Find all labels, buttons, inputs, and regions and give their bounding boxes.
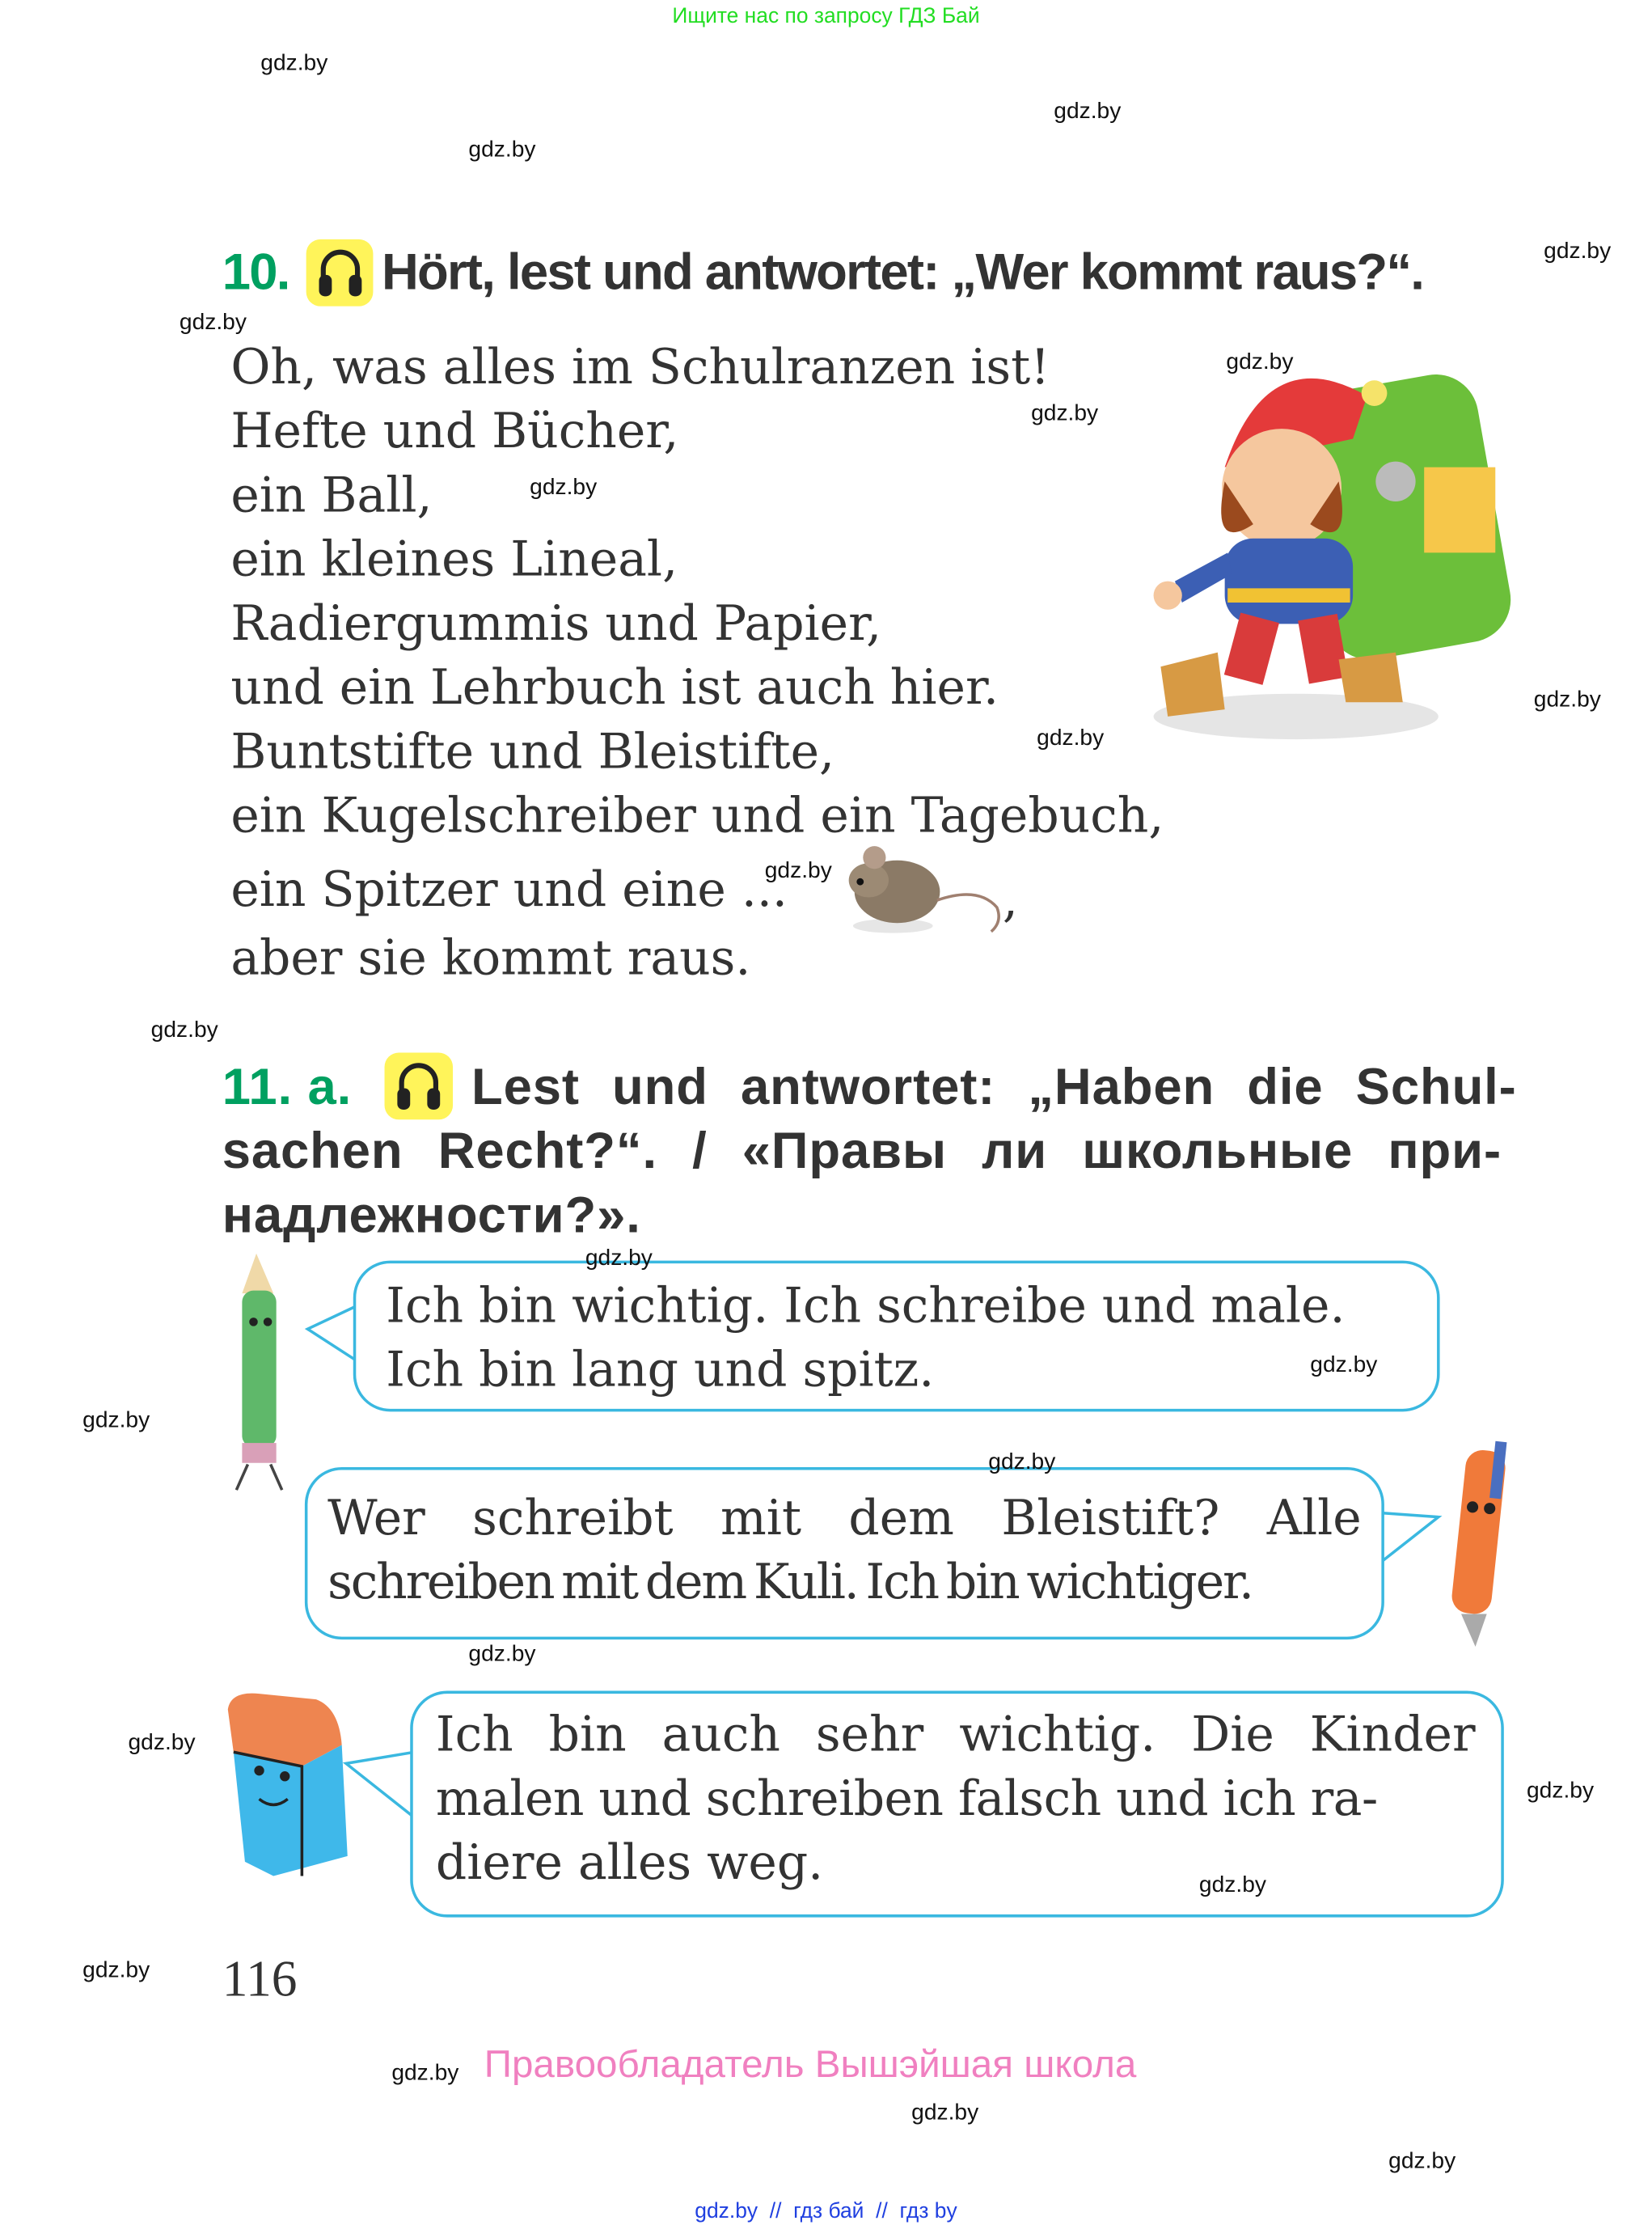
poem-line: Hefte und Bücher,	[230, 403, 679, 460]
bubble-line: malen und schreiben falsch und ich ra-	[435, 1770, 1378, 1828]
watermark: gdz.by	[1226, 350, 1294, 375]
poem-line: ein kleines Lineal,	[230, 531, 678, 589]
speech-bubble-pencil	[353, 1261, 1440, 1412]
bubble-line: schreiben mit dem Kuli. Ich bin wichtiger.	[327, 1554, 1253, 1611]
copyright-holder: Правообладатель Вышэйшая школа	[484, 2042, 1137, 2086]
exercise-11-title-line: Lest und antwortet: „Haben die Schul-	[471, 1056, 1517, 1116]
headphones-icon	[385, 1053, 454, 1120]
watermark: gdz.by	[82, 1408, 150, 1433]
watermark: gdz.by	[764, 859, 832, 883]
watermark: gdz.by	[1527, 1779, 1595, 1804]
page-number: 116	[222, 1950, 298, 2007]
headphones-icon	[306, 239, 374, 307]
speech-bubble-tail	[343, 1749, 417, 1824]
exercise-11-title-line: надлежности?».	[222, 1185, 641, 1244]
title-text: sachen Recht?“. / «Правы ли школьные при-	[222, 1121, 1502, 1180]
exercise-11-title-line	[222, 1119, 1517, 1182]
speech-bubble-pen	[305, 1467, 1384, 1639]
watermark: gdz.by	[179, 310, 247, 335]
watermark: gdz.by	[82, 1958, 150, 1983]
eraser-character	[217, 1688, 357, 1880]
poem-line: aber sie kommt raus.	[230, 930, 751, 988]
watermark: gdz.by	[128, 1730, 196, 1755]
watermark: gdz.by	[1310, 1353, 1378, 1378]
watermark: gdz.by	[1054, 99, 1122, 125]
pencil-character	[225, 1250, 296, 1500]
poem-line: ein Spitzer und eine ...	[230, 861, 788, 919]
exercise-10-title: Hört, lest und antwortet: „Wer kommt raus?“.	[382, 242, 1424, 301]
gnome-with-backpack-illustration	[1139, 353, 1517, 745]
poem-line: Buntstifte und Bleistifte,	[230, 723, 835, 781]
poem	[230, 336, 1164, 992]
poem-line: und ein Lehrbuch ist auch hier.	[230, 659, 999, 717]
exercise-11-number: 11. a.	[222, 1056, 353, 1116]
watermark: gdz.by	[530, 476, 598, 501]
watermark: gdz.by	[1388, 2149, 1456, 2174]
bubble-line: Ich bin auch sehr wichtig. Die Kinder	[435, 1706, 1476, 1764]
bubble-line: diere alles weg.	[435, 1834, 824, 1892]
watermark: gdz.by	[1533, 687, 1601, 713]
bubble-line: Ich bin lang und spitz.	[386, 1342, 935, 1399]
watermark: gdz.by	[585, 1246, 653, 1271]
watermark: gdz.by	[391, 2061, 459, 2086]
bubble-line: Wer schreibt mit dem Bleistift? Alle	[327, 1490, 1362, 1547]
speech-bubble-tail	[1375, 1510, 1444, 1574]
watermark: gdz.by	[260, 51, 328, 76]
poem-comma: ,	[1002, 871, 1018, 929]
watermark: gdz.by	[468, 137, 536, 163]
watermark: gdz.by	[1544, 239, 1612, 264]
watermark: gdz.by	[150, 1018, 218, 1043]
poem-line: Oh, was alles im Schulranzen ist!	[230, 339, 1050, 396]
speech-bubble-eraser	[410, 1691, 1504, 1918]
watermark: gdz.by	[1031, 401, 1099, 426]
poem-line: ein Ball,	[230, 467, 433, 525]
poem-line: ein Kugelschreiber und ein Tagebuch,	[230, 787, 1164, 845]
watermark: gdz.by	[1037, 726, 1105, 751]
search-hint: Ищите нас по запросу ГДЗ Бай	[672, 4, 980, 29]
watermark: gdz.by	[988, 1449, 1056, 1474]
watermark: gdz.by	[468, 1642, 536, 1667]
bubble-line: Ich bin wichtig. Ich schreibe und male.	[386, 1277, 1346, 1335]
footer-links[interactable]: gdz.by // гдз бай // гдз by	[695, 2199, 957, 2224]
pen-character	[1439, 1436, 1519, 1652]
poem-line: Radiergummis und Papier,	[230, 595, 882, 653]
watermark: gdz.by	[1198, 1872, 1266, 1897]
exercise-10-number: 10.	[222, 242, 289, 301]
mouse-illustration	[843, 844, 1014, 943]
watermark: gdz.by	[911, 2100, 979, 2126]
